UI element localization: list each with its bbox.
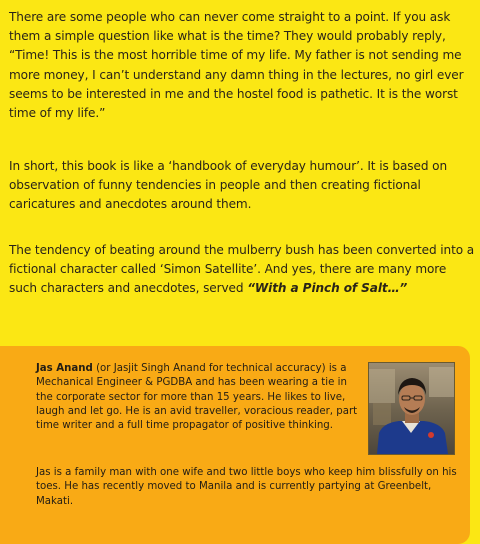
summary-paragraph: In short, this book is like a ‘handbook of everyday humour’. It is based on observation of funny tendencies in people and then creating fictional caricatures and anecdotes around them.: [9, 159, 448, 212]
author-name: Jas Anand: [36, 363, 93, 374]
author-bio-paragraph: [36, 362, 362, 433]
book-title-emphasis: “With a Pinch of Salt…”: [247, 281, 408, 296]
author-family-paragraph: Jas is a family man with one wife and two little boys who keep him blissfully on his toes. He has recently moved to Manila and is currently partying at Greenbelt, Makati.: [36, 467, 457, 507]
author-portrait-image: [369, 363, 454, 454]
intro-paragraph: There are some people who can never come straight to a point. If you ask them a simple question like what is the time? They would probably reply, “Time! This is the most horrible time of my life. My father is not sending me more money, I can’t understand any damn thing in the lectures, no girl ever seems to be interested in me and the hostel food is pathetic. It is the worst time of my life.”: [9, 10, 464, 121]
character-paragraph-text: The tendency of beating around the mulberry bush has been converted into a fictional character called ‘Simon Satellite’. And yes, there are many more such characters and anecdotes, served: [9, 243, 475, 296]
author-photo: [368, 362, 455, 455]
character-paragraph: [9, 241, 475, 299]
author-bio-text: (or Jasjit Singh Anand for technical accuracy) is a Mechanical Engineer & PGDBA and has been wearing a tie in the corporate sector for more than 15 years. He likes to live, laugh and let go. He is an avid traveller, voracious reader, part time writer and a full time propagator of positive thinking.: [36, 363, 358, 432]
